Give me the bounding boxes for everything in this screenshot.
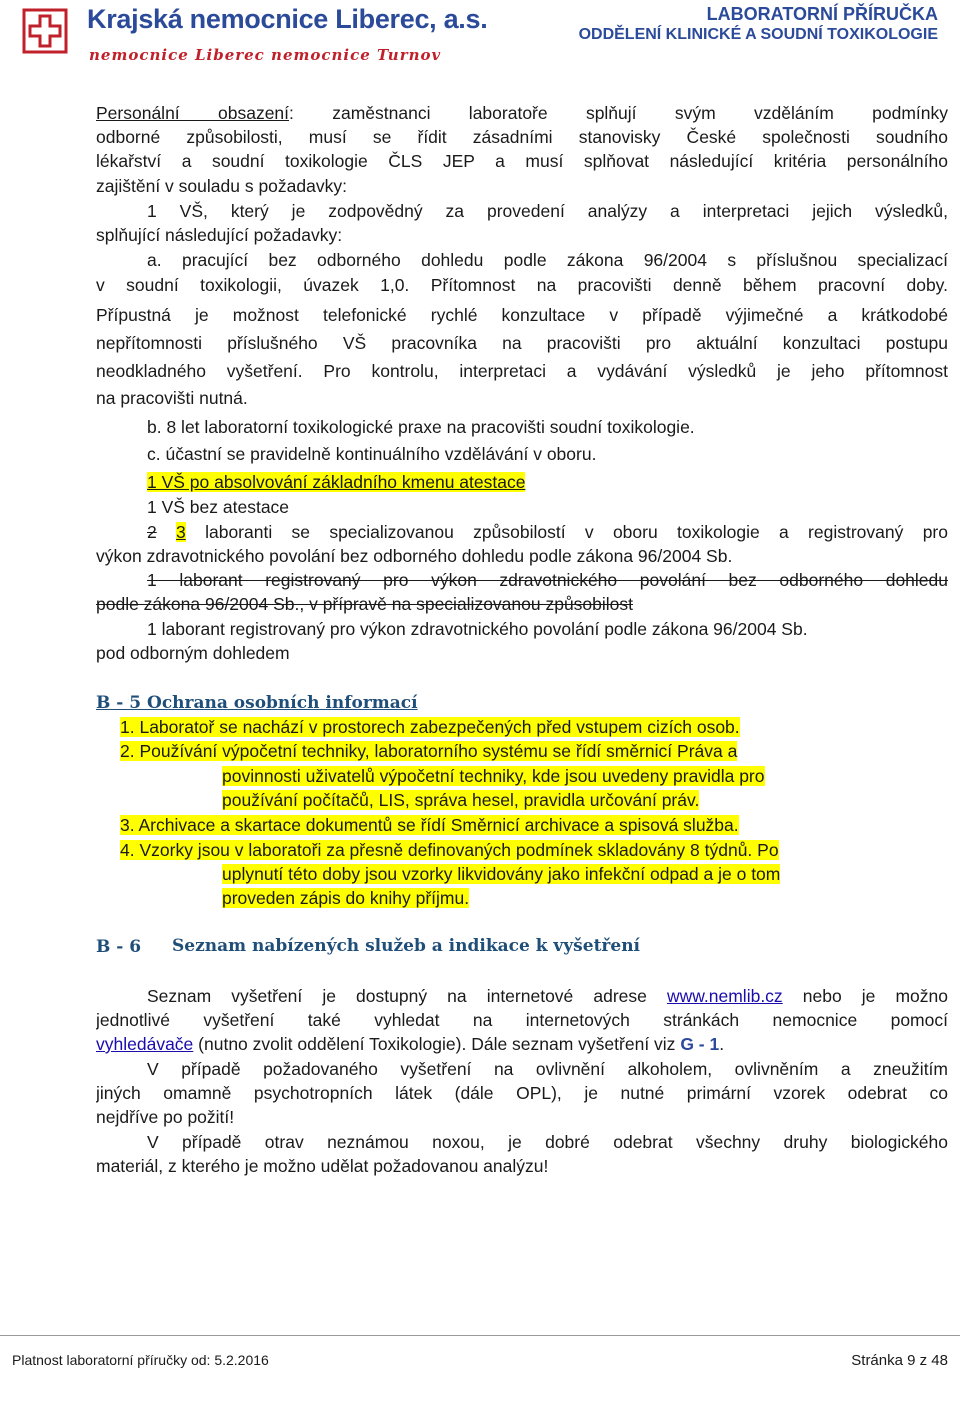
b5-item-2c-text: používání počítačů, LIS, správa hesel, pravidla určování práv. bbox=[222, 790, 700, 810]
staff-line-18: výkon zdravotnického povolání bez odborného dohledu podle zákona 96/2004 Sb. bbox=[96, 546, 733, 566]
staff-line-9: Přípustná je možnost telefonické rychlé konzultace v případě výjimečné a krátkodobé bbox=[96, 305, 948, 325]
b6-p2-line1: V případě požadovaného vyšetření na ovlivnění alkoholem, ovlivněním a zneužitím bbox=[147, 1059, 948, 1079]
staff-line-20: podle zákona 96/2004 Sb., v přípravě na specializovanou způsobilost bbox=[96, 594, 634, 614]
b6-p2-line2: jiných omamně psychotropních látek (dále OPL), je nutné primární vzorek odebrat co bbox=[96, 1083, 948, 1103]
b6-p3-line1: V případě otrav neznámou noxou, je dobré odebrat všechny druhy biologického bbox=[147, 1132, 948, 1152]
hospital-name: Krajská nemocnice Liberec, a.s. bbox=[87, 4, 488, 34]
strike-count: 2 bbox=[147, 522, 157, 542]
footer-page-number: Stránka 9 z 48 bbox=[851, 1352, 948, 1369]
b5-item-2a bbox=[120, 739, 948, 763]
staff-line-12: na pracovišti nutná. bbox=[96, 388, 248, 408]
section-b5-title bbox=[96, 690, 948, 715]
b5-item-2b bbox=[222, 764, 948, 788]
staff-line-14: c. účastní se pravidelně kontinuálního vzdělávání v oboru. bbox=[147, 444, 597, 464]
staff-line-15 bbox=[147, 470, 948, 494]
b6-p1-text-b: nebo je možno bbox=[782, 986, 948, 1006]
staff-line-22: pod odborným dohledem bbox=[96, 643, 290, 663]
hospital-subtitle: nemocnice Liberec nemocnice Turnov bbox=[89, 46, 442, 64]
b5-item-1 bbox=[120, 715, 948, 739]
b5-item-2c bbox=[222, 788, 948, 812]
b6-p3-line2: materiál, z kterého je možno udělat požadovanou analýzu! bbox=[96, 1156, 549, 1176]
staff-line-10: nepřítomnosti příslušného VŠ pracovníka na pracovišti pro aktuální konzultaci postupu bbox=[96, 333, 948, 353]
b6-p1-text-d: (nutno zvolit oddělení Toxikologie). Dále seznam vyšetření viz bbox=[193, 1034, 681, 1054]
b6-p1-line2: jednotlivé vyšetření také vyhledat na internetových stránkách nemocnice pomocí bbox=[96, 1010, 948, 1030]
section-b6-title bbox=[96, 934, 948, 959]
department-title: ODDĚLENÍ KLINICKÉ A SOUDNÍ TOXIKOLOGIE bbox=[578, 26, 938, 43]
b5-item-3 bbox=[120, 813, 948, 837]
staff-line-19: 1 laborant registrovaný pro výkon zdravotnického povolání bez odborného dohledu bbox=[147, 570, 948, 590]
b6-code: B - 6 bbox=[96, 937, 142, 957]
b5-item-4b bbox=[222, 862, 948, 886]
staff-line-5: 1 VŠ, který je zodpovědný za provedení analýzy a interpretaci jejich výsledků, bbox=[147, 201, 948, 221]
b5-item-2a-text: 2. Používání výpočetní techniky, laboratorního systému se řídí směrnicí Práva a bbox=[120, 741, 738, 761]
b6-p1-text-a: Seznam vyšetření je dostupný na internetové adrese bbox=[147, 986, 667, 1006]
g1-reference: G - 1 bbox=[680, 1034, 720, 1054]
b5-item-1-text: 1. Laboratoř se nachází v prostorech zabezpečených před vstupem cizích osob. bbox=[120, 717, 740, 737]
footer-rule bbox=[0, 1335, 960, 1336]
staff-line-7: a. pracující bez odborného dohledu podle zákona 96/2004 s příslušnou specializací bbox=[147, 250, 948, 270]
staff-line-13: b. 8 let laboratorní toxikologické praxe na pracovišti soudní toxikologie. bbox=[147, 417, 695, 437]
handbook-title: LABORATORNÍ PŘÍRUČKA bbox=[706, 4, 938, 24]
b5-item-4c bbox=[222, 886, 948, 910]
staff-line-3: lékařství a soudní toxikologie ČLS JEP a musí splňovat následující kritéria personálního bbox=[96, 151, 948, 171]
staff-text-1: : zaměstnanci laboratoře splňují svým vzděláním podmínky bbox=[289, 103, 948, 123]
staff-line-2: odborné způsobilosti, musí se řídit zásadními stanovisky České společnosti soudního bbox=[96, 127, 948, 147]
staff-line-11: neodkladného vyšetření. Pro kontrolu, interpretaci a vydávání výsledků je jeho přítomnost bbox=[96, 361, 948, 381]
b5-item-4a bbox=[120, 838, 948, 862]
footer-validity: Platnost laboratorní příručky od: 5.2.2016 bbox=[12, 1352, 269, 1368]
staff-line-17 bbox=[147, 520, 948, 544]
b5-item-4b-text: uplynutí této doby jsou vzorky likvidovány jako infekční odpad a je o tom bbox=[222, 864, 781, 884]
staff-line-16: 1 VŠ bez atestace bbox=[147, 497, 290, 517]
b6-p2-line3: nejdříve po požití! bbox=[96, 1107, 235, 1127]
new-count: 3 bbox=[176, 522, 186, 542]
b6-p1-line1 bbox=[147, 984, 948, 1008]
staff-line-1 bbox=[96, 101, 948, 125]
b5-item-3-text: 3. Archivace a skartace dokumentů se řídí Směrnicí archivace a spisová služba. bbox=[120, 815, 739, 835]
b6-p1-text-e: . bbox=[719, 1034, 725, 1054]
b5-item-4c-text: proveden zápis do knihy příjmu. bbox=[222, 888, 470, 908]
staff-line-21: 1 laborant registrovaný pro výkon zdravotnického povolání podle zákona 96/2004 Sb. bbox=[147, 619, 808, 639]
b5-title-text: B - 5 Ochrana osobních informací bbox=[96, 693, 418, 713]
b5-item-2b-text: povinnosti uživatelů výpočetní techniky, kde jsou uvedeny pravidla pro bbox=[222, 766, 765, 786]
staff-line-8: v soudní toxikologii, úvazek 1,0. Přítomnost na pracovišti denně během pracovní doby. bbox=[96, 275, 948, 295]
staff-line-6: splňující následující požadavky: bbox=[96, 225, 343, 245]
staff-text-17: laboranti se specializovanou způsobilostí v oboru toxikologie a registrovaný pro bbox=[185, 522, 948, 542]
b6-title-text: Seznam nabízených služeb a indikace k vyšetření bbox=[172, 936, 641, 956]
search-link[interactable]: vyhledávače bbox=[96, 1034, 194, 1054]
hospital-cross-logo bbox=[22, 8, 68, 54]
staff-highlight-1: 1 VŠ po absolvování základního kmenu atestace bbox=[147, 472, 526, 492]
nemlib-link[interactable]: www.nemlib.cz bbox=[666, 986, 783, 1006]
staff-label: Personální obsazení bbox=[96, 103, 290, 123]
b6-p1-line3 bbox=[96, 1032, 948, 1056]
staff-line-4: zajištění v souladu s požadavky: bbox=[96, 176, 347, 196]
b5-item-4a-text: 4. Vzorky jsou v laboratoři za přesně definovaných podmínek skladovány 8 týdnů. Po bbox=[120, 840, 779, 860]
